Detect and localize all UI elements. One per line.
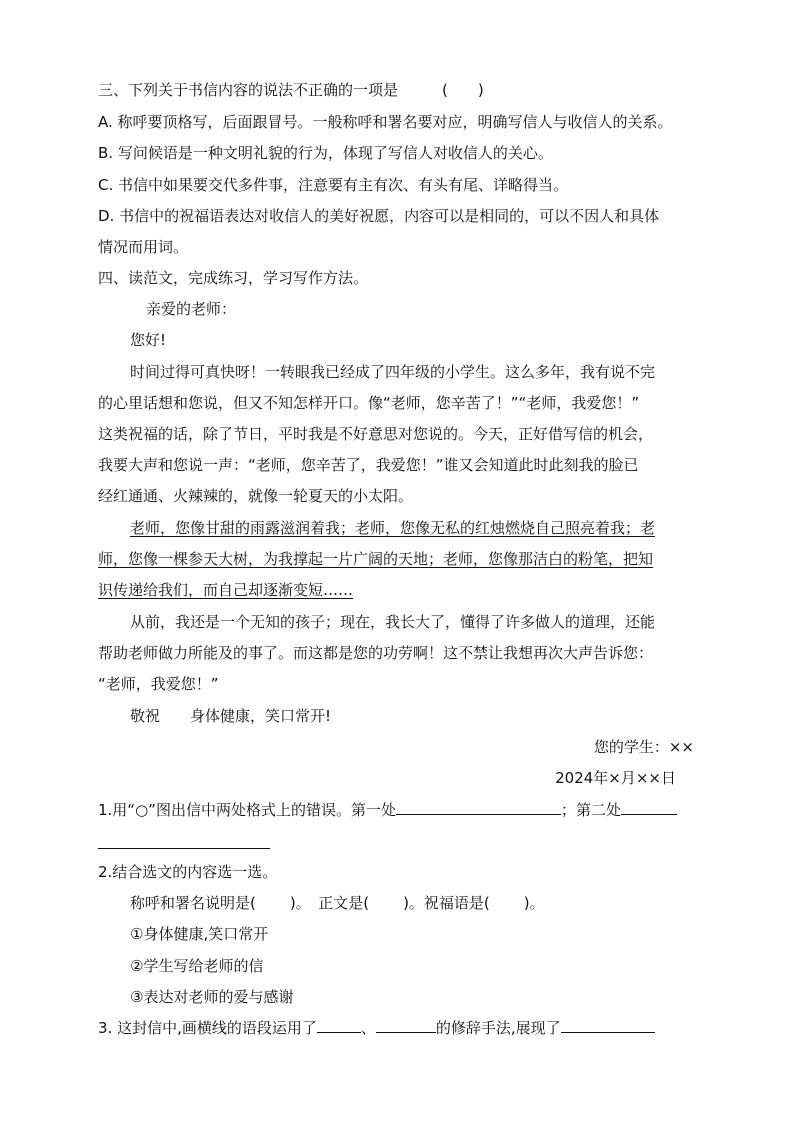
answer-blank-1[interactable] — [396, 800, 561, 815]
answer-blank-2[interactable] — [621, 800, 677, 815]
letter-para2-line3: 识传递给我们，而自己却逐渐变短…… — [98, 581, 354, 599]
letter-para2-line2: 师，您像一棵参天大树，为我撑起一片广阔的天地；老师，您像那洁白的粉笔，把知 — [98, 550, 654, 568]
closing-word: 敬祝 — [130, 707, 161, 725]
choice-3: ③表达对老师的爱与感谢 — [130, 988, 294, 1006]
letter-para3-line3: “老师，我爱您！” — [98, 675, 219, 693]
letter-para3-line1: 从前，我还是一个无知的孩子；现在，我长大了，懂得了许多做人的道理，还能 — [130, 613, 656, 631]
answer-blank-4[interactable] — [376, 1018, 436, 1033]
option-d-continued: 情况而用词。 — [98, 238, 189, 256]
answer-blank-5[interactable] — [561, 1018, 655, 1033]
question-3-title: 三、下列关于书信内容的说法不正确的一项是 ( ) — [98, 81, 484, 99]
letter-signature: 您的学生：×× — [593, 738, 694, 756]
letter-para1-line2: 的心里话想和您说，但又不知怎样开口。像“老师，您辛苦了！”“老师，我爱您！” — [98, 394, 640, 412]
choice-2: ②学生写给老师的信 — [130, 957, 264, 975]
option-b: B. 写问候语是一种文明礼貌的行为，体现了写信人对收信人的关心。 — [98, 144, 553, 162]
option-c: C. 书信中如果要交代多件事，注意要有主有次、有头有尾、详略得当。 — [98, 176, 569, 194]
letter-greeting: 您好! — [130, 331, 167, 349]
exercise-3: 3. 这封信中,画横线的语段运用了 、 的修辞手法,展现了 — [98, 1018, 655, 1038]
exercise-1: 1.用“○”图出信中两处格式上的错误。第一处 ；第二处 — [98, 800, 677, 820]
letter-date: 2024年×月××日 — [555, 769, 676, 787]
question-4-title: 四、读范文，完成练习，学习写作方法。 — [98, 269, 369, 287]
letter-para2-line1: 老师，您像甘甜的雨露滋润着我；老师，您像无私的红烛燃烧自己照亮着我；老 — [130, 519, 656, 537]
letter-closing — [130, 706, 331, 726]
letter-salutation: 亲爱的老师： — [146, 300, 237, 318]
answer-paren: ( ) — [442, 81, 484, 99]
option-d: D. 书信中的祝福语表达对收信人的美好祝愿，内容可以是相同的，可以不因人和具体 — [98, 207, 660, 225]
closing-wish: 身体健康，笑口常开! — [190, 707, 332, 725]
letter-para1-line4: 我要大声和您说一声：“老师，您辛苦了，我爱您！”谁又会知道此时此刻我的脸已 — [98, 456, 639, 474]
letter-para1-line1: 时间过得可真快呀！一转眼我已经成了四年级的小学生。这么多年，我有说不完 — [130, 363, 656, 381]
choice-1: ①身体健康,笑口常开 — [130, 925, 269, 943]
answer-blank-2-continued[interactable] — [98, 848, 270, 849]
exercise-2-title: 2.结合选文的内容选一选。 — [98, 863, 278, 881]
answer-blank-3[interactable] — [317, 1018, 361, 1033]
letter-para1-line3: 这类祝福的话，除了节日，平时我是不好意思对您说的。今天，正好借写信的机会， — [98, 425, 654, 443]
option-a: A. 称呼要顶格写，后面跟冒号。一般称呼和署名要对应，明确写信人与收信人的关系。 — [98, 113, 673, 131]
letter-para3-line2: 帮助老师做力所能及的事了。而这都是您的功劳啊！这不禁让我想再次大声告诉您： — [98, 644, 654, 662]
exercise-2-fill: 称呼和署名说明是( )。 正文是( )。祝福语是( )。 — [130, 894, 545, 912]
letter-para1-line5: 经红通通、火辣辣的，就像一轮夏天的小太阳。 — [98, 487, 414, 505]
